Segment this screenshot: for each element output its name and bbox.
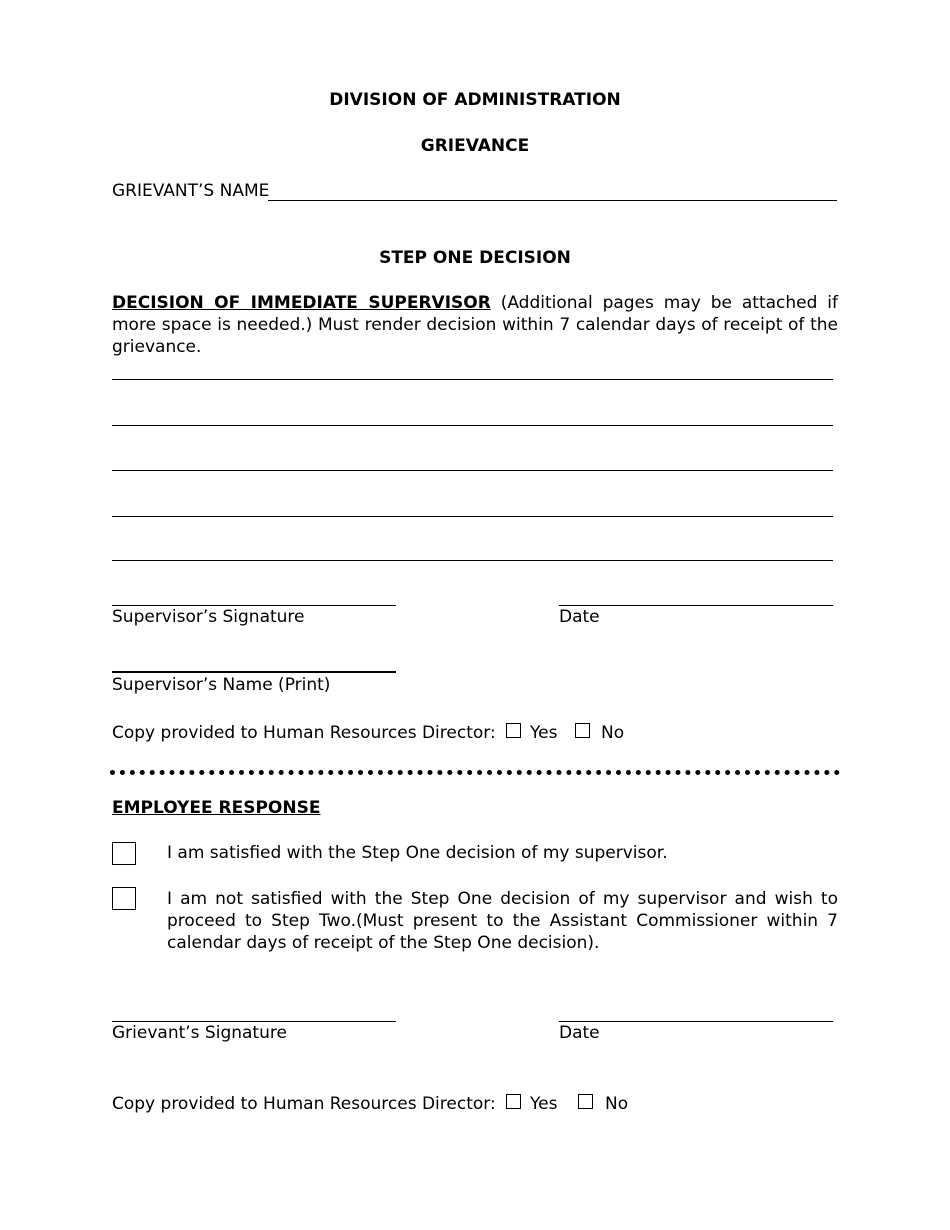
decision-instructions	[112, 292, 838, 358]
decision-line-1[interactable]	[112, 379, 833, 380]
copy-no-label-2: No	[605, 1094, 629, 1114]
copy-yes-label-2: Yes	[530, 1094, 558, 1114]
grievant-date-label: Date	[559, 1023, 600, 1043]
grievant-signature-label: Grievant’s Signature	[112, 1023, 287, 1043]
satisfied-option-label: I am satisfied with the Step One decision of my supervisor.	[167, 843, 668, 863]
supervisor-name-label: Supervisor’s Name (Print)	[112, 675, 331, 695]
supervisor-name-line[interactable]	[112, 671, 396, 673]
section-divider	[110, 770, 840, 775]
grievant-name-label: GRIEVANT’S NAME	[112, 181, 270, 201]
not-satisfied-option-label: I am not satisfied with the Step One decision of my supervisor and wish to proceed to Step Two.(Must present to the Assistant Commissioner within 7 calendar days of receipt of the Step One decision).	[167, 889, 838, 953]
grievant-name-field[interactable]	[268, 200, 837, 201]
not-satisfied-checkbox[interactable]	[112, 887, 136, 910]
grievant-signature-line[interactable]	[112, 1021, 396, 1022]
step-one-title: STEP ONE DECISION	[379, 248, 571, 268]
copy-yes-label: Yes	[530, 723, 558, 743]
decision-line-2[interactable]	[112, 425, 833, 426]
copy-no-checkbox-2[interactable]	[578, 1094, 593, 1109]
decision-note: (Additional pages may be attached if more space is needed.) Must render decision within 7 calendar days of receipt of the grievance.	[112, 293, 839, 357]
supervisor-date-label: Date	[559, 607, 600, 627]
copy-yes-checkbox[interactable]	[506, 723, 521, 738]
grievant-date-line[interactable]	[559, 1021, 833, 1022]
copy-provided-label: Copy provided to Human Resources Director:	[112, 723, 496, 743]
copy-provided-label-2: Copy provided to Human Resources Director:	[112, 1094, 496, 1114]
employee-response-title: EMPLOYEE RESPONSE	[112, 798, 321, 818]
decision-heading: DECISION OF IMMEDIATE SUPERVISOR	[112, 293, 491, 313]
supervisor-signature-label: Supervisor’s Signature	[112, 607, 305, 627]
copy-no-label: No	[601, 723, 625, 743]
decision-line-4[interactable]	[112, 516, 833, 517]
supervisor-date-line[interactable]	[559, 605, 833, 606]
supervisor-signature-line[interactable]	[112, 605, 396, 606]
decision-line-3[interactable]	[112, 470, 833, 471]
form-title: GRIEVANCE	[420, 136, 530, 156]
copy-yes-checkbox-2[interactable]	[506, 1094, 521, 1109]
division-title: DIVISION OF ADMINISTRATION	[329, 90, 621, 110]
satisfied-checkbox[interactable]	[112, 842, 136, 865]
copy-no-checkbox[interactable]	[575, 723, 590, 738]
decision-line-5[interactable]	[112, 560, 833, 561]
